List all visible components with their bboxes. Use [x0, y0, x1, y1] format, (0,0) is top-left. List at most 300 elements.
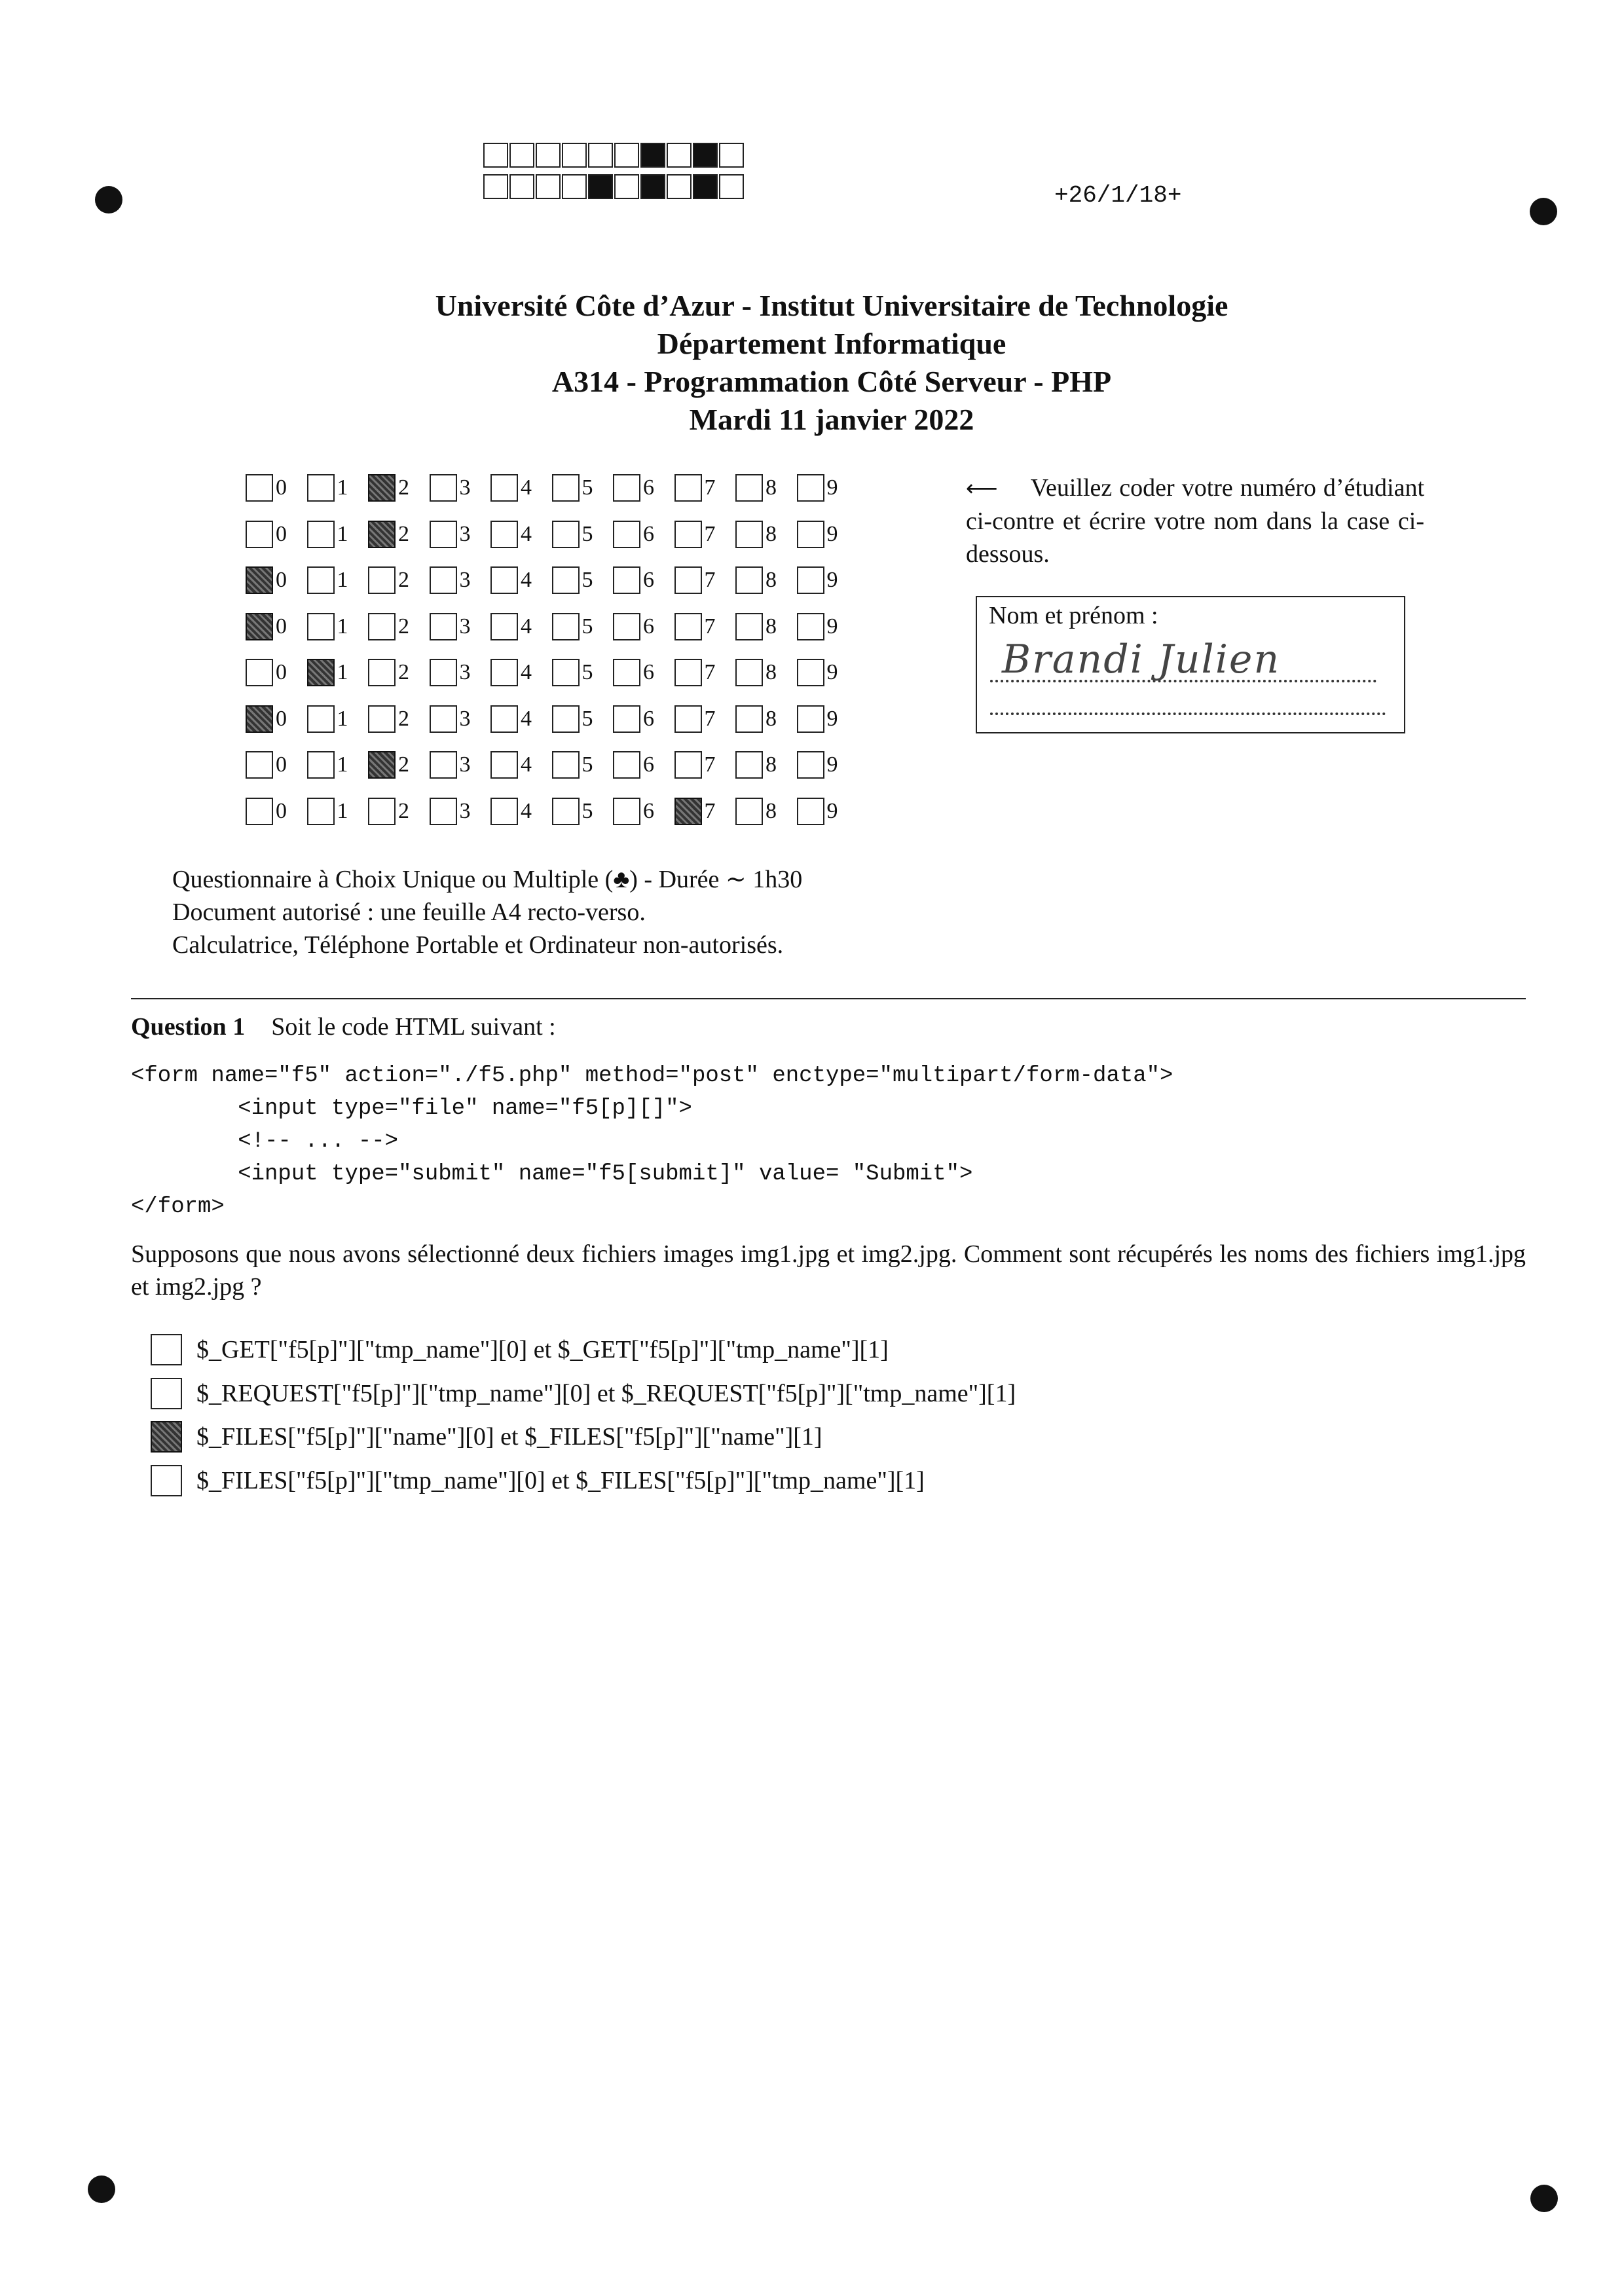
id-digit-label: 8	[766, 660, 777, 685]
id-digit-label: 4	[521, 706, 532, 731]
student-id-grid	[246, 465, 858, 834]
id-digit-label: 1	[337, 660, 348, 685]
id-digit-label: 8	[766, 475, 777, 500]
id-checkbox[interactable]	[613, 798, 640, 825]
student-id-digit-option[interactable]	[735, 566, 797, 594]
id-digit-label: 0	[276, 614, 287, 639]
id-digit-label: 3	[459, 660, 471, 685]
barcode-row	[483, 143, 745, 168]
id-digit-label: 1	[337, 752, 348, 777]
id-checkbox[interactable]	[490, 798, 518, 825]
id-digit-label: 5	[581, 798, 593, 823]
student-id-digit-option[interactable]	[368, 798, 430, 825]
id-digit-label: 4	[521, 475, 532, 500]
id-digit-label: 7	[704, 660, 716, 685]
answer-option[interactable]	[151, 1415, 1526, 1459]
student-id-digit-option[interactable]	[613, 751, 674, 779]
id-digit-label: 7	[704, 614, 716, 639]
id-digit-label: 8	[766, 752, 777, 777]
left-arrow-icon: ⟵	[966, 475, 998, 502]
id-checkbox[interactable]	[246, 705, 273, 733]
student-id-digit-option[interactable]	[735, 705, 797, 733]
id-digit-label: 3	[459, 568, 471, 593]
id-digit-label: 0	[276, 568, 287, 593]
student-id-digit-option[interactable]	[368, 521, 430, 548]
answer-label: $_FILES["f5[p]"]["name"][0] et $_FILES["f5[p]"]["name"][1]	[196, 1423, 822, 1451]
id-digit-label: 0	[276, 798, 287, 823]
answer-label: $_GET["f5[p]"]["tmp_name"][0] et $_GET["f5[p]"]["tmp_name"][1]	[196, 1336, 889, 1364]
id-checkbox[interactable]	[368, 798, 396, 825]
id-checkbox[interactable]	[674, 613, 702, 640]
student-id-digit-option[interactable]	[613, 659, 674, 686]
student-id-digit-option[interactable]	[307, 659, 369, 686]
id-checkbox[interactable]	[307, 521, 335, 548]
answer-checkbox[interactable]	[151, 1465, 182, 1496]
student-id-digit-option[interactable]	[430, 521, 491, 548]
registration-mark-bottom-left	[88, 2176, 115, 2203]
id-checkbox[interactable]	[552, 566, 580, 594]
barcode-cell	[562, 143, 587, 168]
handwritten-name: Brandi Julien	[1002, 637, 1281, 682]
id-checkbox[interactable]	[552, 521, 580, 548]
answer-options	[131, 1328, 1526, 1502]
id-checkbox[interactable]	[246, 566, 273, 594]
student-id-digit-option[interactable]	[735, 521, 797, 548]
student-id-digit-option[interactable]	[735, 474, 797, 502]
student-id-digit-option[interactable]	[307, 521, 369, 548]
id-checkbox[interactable]	[735, 521, 763, 548]
id-checkbox[interactable]	[430, 613, 457, 640]
barcode-cell	[640, 143, 665, 168]
student-id-digit-option[interactable]	[552, 613, 614, 640]
id-checkbox[interactable]	[674, 474, 702, 502]
code-line: <input type="submit" name="f5[submit]" value= "Submit">	[131, 1162, 973, 1187]
id-digit-label: 2	[398, 521, 409, 546]
id-checkbox[interactable]	[735, 659, 763, 686]
barcode-cell	[588, 143, 613, 168]
id-checkbox[interactable]	[797, 798, 824, 825]
student-id-digit-option[interactable]	[246, 613, 307, 640]
id-checkbox[interactable]	[430, 521, 457, 548]
student-id-digit-option[interactable]	[368, 613, 430, 640]
id-digit-label: 9	[826, 798, 838, 823]
answer-option[interactable]	[151, 1328, 1526, 1372]
student-id-digit-option[interactable]	[430, 613, 491, 640]
department-title: Département Informatique	[657, 327, 1006, 360]
name-label: Nom et prénom :	[989, 602, 1158, 629]
id-digit-label: 9	[826, 475, 838, 500]
id-checkbox[interactable]	[246, 659, 273, 686]
answer-checkbox[interactable]	[151, 1334, 182, 1365]
id-checkbox[interactable]	[490, 613, 518, 640]
id-checkbox[interactable]	[490, 659, 518, 686]
code-line: <input type="file" name="f5[p][]">	[131, 1096, 692, 1121]
id-digit-label: 8	[766, 521, 777, 546]
student-id-digit-option[interactable]	[674, 751, 736, 779]
student-id-digit-option[interactable]	[490, 705, 552, 733]
id-checkbox[interactable]	[307, 613, 335, 640]
student-id-digit-option[interactable]	[307, 566, 369, 594]
barcode-cell	[614, 174, 639, 199]
id-digit-label: 1	[337, 475, 348, 500]
id-checkbox[interactable]	[368, 705, 396, 733]
question-heading	[131, 1007, 1526, 1046]
barcode-cell	[667, 174, 692, 199]
name-dotted-line-2	[990, 713, 1386, 715]
student-id-digit-option[interactable]	[430, 659, 491, 686]
id-checkbox[interactable]	[307, 566, 335, 594]
id-digit-label: 5	[581, 660, 593, 685]
id-checkbox[interactable]	[430, 659, 457, 686]
student-id-digit-option[interactable]	[797, 751, 858, 779]
student-id-digit-option[interactable]	[674, 613, 736, 640]
id-checkbox[interactable]	[246, 613, 273, 640]
barcode-cell	[562, 174, 587, 199]
barcode-cell	[719, 174, 744, 199]
id-checkbox[interactable]	[735, 705, 763, 733]
student-id-digit-option[interactable]	[368, 659, 430, 686]
student-id-digit-option[interactable]	[797, 613, 858, 640]
student-id-digit-option[interactable]	[368, 705, 430, 733]
code-line: </form>	[131, 1194, 225, 1219]
id-digit-label: 0	[276, 706, 287, 731]
student-id-row	[246, 742, 858, 788]
student-id-digit-option[interactable]	[307, 705, 369, 733]
id-checkbox[interactable]	[490, 751, 518, 779]
id-checkbox[interactable]	[674, 566, 702, 594]
id-digit-label: 2	[398, 475, 409, 500]
id-digit-label: 9	[826, 614, 838, 639]
id-checkbox[interactable]	[430, 705, 457, 733]
id-digit-label: 5	[581, 752, 593, 777]
id-digit-label: 0	[276, 752, 287, 777]
student-id-digit-option[interactable]	[246, 705, 307, 733]
id-digit-label: 1	[337, 568, 348, 593]
student-id-digit-option[interactable]	[552, 798, 614, 825]
student-id-digit-option[interactable]	[246, 798, 307, 825]
page-code: +26/1/18+	[1054, 182, 1182, 209]
student-id-digit-option[interactable]	[490, 798, 552, 825]
id-digit-label: 2	[398, 706, 409, 731]
id-checkbox[interactable]	[552, 751, 580, 779]
student-id-digit-option[interactable]	[552, 521, 614, 548]
student-id-digit-option[interactable]	[368, 474, 430, 502]
student-id-digit-option[interactable]	[735, 659, 797, 686]
exam-header	[0, 287, 1624, 439]
id-checkbox[interactable]	[797, 613, 824, 640]
student-id-digit-option[interactable]	[674, 798, 736, 825]
student-id-digit-option[interactable]	[613, 613, 674, 640]
id-checkbox[interactable]	[797, 751, 824, 779]
id-checkbox[interactable]	[552, 659, 580, 686]
id-checkbox[interactable]	[613, 659, 640, 686]
student-id-digit-option[interactable]	[307, 751, 369, 779]
horizontal-rule	[131, 998, 1526, 999]
id-checkbox[interactable]	[430, 566, 457, 594]
id-digit-label: 0	[276, 475, 287, 500]
id-checkbox[interactable]	[674, 705, 702, 733]
id-checkbox[interactable]	[490, 521, 518, 548]
id-digit-label: 7	[704, 752, 716, 777]
id-checkbox[interactable]	[246, 521, 273, 548]
id-checkbox[interactable]	[307, 474, 335, 502]
student-id-digit-option[interactable]	[430, 474, 491, 502]
id-instructions-text: Veuillez coder votre numéro d’étudiant ci-contre et écrire votre nom dans la case ci-dessous.	[966, 474, 1424, 568]
student-id-digit-option[interactable]	[307, 798, 369, 825]
id-checkbox[interactable]	[368, 613, 396, 640]
page-barcode	[483, 143, 745, 206]
id-digit-label: 5	[581, 475, 593, 500]
id-checkbox[interactable]	[552, 798, 580, 825]
id-digit-label: 5	[581, 568, 593, 593]
id-digit-label: 7	[704, 798, 716, 823]
id-checkbox[interactable]	[797, 521, 824, 548]
id-digit-label: 6	[643, 660, 654, 685]
id-digit-label: 2	[398, 568, 409, 593]
id-checkbox[interactable]	[735, 474, 763, 502]
id-checkbox[interactable]	[490, 474, 518, 502]
id-digit-label: 1	[337, 614, 348, 639]
id-digit-label: 7	[704, 475, 716, 500]
id-checkbox[interactable]	[552, 474, 580, 502]
student-id-digit-option[interactable]	[490, 659, 552, 686]
id-checkbox[interactable]	[613, 613, 640, 640]
student-id-digit-option[interactable]	[430, 566, 491, 594]
student-id-digit-option[interactable]	[674, 566, 736, 594]
student-id-digit-option[interactable]	[613, 521, 674, 548]
answer-checkbox[interactable]	[151, 1378, 182, 1409]
id-checkbox[interactable]	[368, 751, 396, 779]
university-title: Université Côte d’Azur - Institut Universitaire de Technologie	[435, 289, 1228, 322]
id-checkbox[interactable]	[797, 474, 824, 502]
student-id-digit-option[interactable]	[246, 751, 307, 779]
id-digit-label: 7	[704, 521, 716, 546]
id-digit-label: 6	[643, 706, 654, 731]
id-digit-label: 9	[826, 568, 838, 593]
barcode-cell	[536, 143, 561, 168]
answer-checkbox[interactable]	[151, 1421, 182, 1453]
id-checkbox[interactable]	[430, 474, 457, 502]
student-id-digit-option[interactable]	[246, 659, 307, 686]
student-id-digit-option[interactable]	[613, 566, 674, 594]
student-id-digit-option[interactable]	[552, 751, 614, 779]
id-checkbox[interactable]	[490, 705, 518, 733]
student-id-digit-option[interactable]	[797, 521, 858, 548]
id-digit-label: 3	[459, 614, 471, 639]
student-id-row	[246, 650, 858, 696]
barcode-cell	[719, 143, 744, 168]
barcode-cell	[509, 143, 534, 168]
course-title: A314 - Programmation Côté Serveur - PHP	[551, 365, 1112, 398]
id-checkbox[interactable]	[246, 751, 273, 779]
student-id-digit-option[interactable]	[674, 659, 736, 686]
student-id-digit-option[interactable]	[552, 659, 614, 686]
id-checkbox[interactable]	[307, 705, 335, 733]
id-digit-label: 6	[643, 568, 654, 593]
id-digit-label: 7	[704, 706, 716, 731]
student-id-digit-option[interactable]	[490, 474, 552, 502]
name-box[interactable]	[976, 596, 1405, 733]
id-checkbox[interactable]	[674, 521, 702, 548]
id-digit-label: 8	[766, 568, 777, 593]
id-checkbox[interactable]	[246, 798, 273, 825]
id-digit-label: 6	[643, 614, 654, 639]
student-id-digit-option[interactable]	[552, 566, 614, 594]
id-digit-label: 4	[521, 521, 532, 546]
exam-date: Mardi 11 janvier 2022	[689, 403, 974, 436]
id-checkbox[interactable]	[613, 474, 640, 502]
id-checkbox[interactable]	[552, 705, 580, 733]
registration-mark-bottom-right	[1530, 2185, 1558, 2212]
id-checkbox[interactable]	[797, 659, 824, 686]
student-id-digit-option[interactable]	[307, 474, 369, 502]
student-id-digit-option[interactable]	[552, 474, 614, 502]
id-digit-label: 9	[826, 752, 838, 777]
id-instructions	[966, 472, 1424, 570]
barcode-cell	[693, 143, 718, 168]
id-checkbox[interactable]	[735, 798, 763, 825]
question-intro: Soit le code HTML suivant :	[271, 1013, 556, 1041]
id-digit-label: 9	[826, 660, 838, 685]
barcode-cell	[536, 174, 561, 199]
question-number: Question 1	[131, 1013, 246, 1041]
exam-info-format: Questionnaire à Choix Unique ou Multiple (♣) - Durée ∼ 1h30	[172, 866, 803, 893]
id-digit-label: 0	[276, 521, 287, 546]
student-id-digit-option[interactable]	[613, 474, 674, 502]
id-digit-label: 4	[521, 568, 532, 593]
student-id-digit-option[interactable]	[490, 566, 552, 594]
id-checkbox[interactable]	[613, 751, 640, 779]
student-id-digit-option[interactable]	[246, 521, 307, 548]
id-checkbox[interactable]	[368, 474, 396, 502]
student-id-digit-option[interactable]	[674, 474, 736, 502]
student-id-digit-option[interactable]	[797, 566, 858, 594]
student-id-row	[246, 557, 858, 604]
id-digit-label: 6	[643, 798, 654, 823]
id-checkbox[interactable]	[735, 613, 763, 640]
id-digit-label: 3	[459, 475, 471, 500]
student-id-digit-option[interactable]	[490, 613, 552, 640]
id-checkbox[interactable]	[797, 566, 824, 594]
id-digit-label: 5	[581, 614, 593, 639]
id-digit-label: 1	[337, 798, 348, 823]
question-1	[131, 1007, 1526, 1502]
id-checkbox[interactable]	[307, 659, 335, 686]
barcode-cell	[509, 174, 534, 199]
barcode-cell	[693, 174, 718, 199]
student-id-digit-option[interactable]	[246, 566, 307, 594]
student-id-digit-option[interactable]	[490, 751, 552, 779]
student-id-row	[246, 604, 858, 650]
student-id-digit-option[interactable]	[735, 613, 797, 640]
id-digit-label: 9	[826, 706, 838, 731]
student-id-digit-option[interactable]	[430, 705, 491, 733]
student-id-digit-option[interactable]	[368, 566, 430, 594]
barcode-cell	[483, 143, 508, 168]
id-checkbox[interactable]	[552, 613, 580, 640]
id-checkbox[interactable]	[430, 798, 457, 825]
id-checkbox[interactable]	[307, 798, 335, 825]
student-id-digit-option[interactable]	[735, 798, 797, 825]
answer-option[interactable]	[151, 1372, 1526, 1416]
id-digit-label: 5	[581, 521, 593, 546]
id-digit-label: 0	[276, 660, 287, 685]
student-id-digit-option[interactable]	[246, 474, 307, 502]
student-id-digit-option[interactable]	[613, 798, 674, 825]
student-id-digit-option[interactable]	[368, 751, 430, 779]
barcode-cell	[614, 143, 639, 168]
barcode-row	[483, 174, 745, 199]
id-digit-label: 2	[398, 614, 409, 639]
student-id-digit-option[interactable]	[797, 798, 858, 825]
id-digit-label: 3	[459, 521, 471, 546]
id-checkbox[interactable]	[674, 659, 702, 686]
id-digit-label: 8	[766, 614, 777, 639]
id-digit-label: 2	[398, 752, 409, 777]
exam-info-documents: Document autorisé : une feuille A4 recto-verso.	[172, 898, 646, 926]
id-digit-label: 4	[521, 614, 532, 639]
registration-mark-top-left	[95, 186, 122, 213]
question-text: Supposons que nous avons sélectionné deux fichiers images img1.jpg et img2.jpg. Comment sont récupérés les noms des fichiers img1.jpg et img2.jpg ?	[131, 1240, 1526, 1301]
student-id-digit-option[interactable]	[552, 705, 614, 733]
student-id-digit-option[interactable]	[735, 751, 797, 779]
id-digit-label: 4	[521, 660, 532, 685]
id-digit-label: 2	[398, 798, 409, 823]
id-digit-label: 4	[521, 798, 532, 823]
student-id-digit-option[interactable]	[430, 798, 491, 825]
barcode-cell	[667, 143, 692, 168]
barcode-cell	[483, 174, 508, 199]
id-checkbox[interactable]	[613, 705, 640, 733]
student-id-row	[246, 511, 858, 558]
answer-label: $_REQUEST["f5[p]"]["tmp_name"][0] et $_REQUEST["f5[p]"]["tmp_name"][1]	[196, 1379, 1016, 1407]
id-digit-label: 5	[581, 706, 593, 731]
id-checkbox[interactable]	[613, 521, 640, 548]
id-checkbox[interactable]	[674, 798, 702, 825]
student-id-digit-option[interactable]	[797, 659, 858, 686]
student-id-digit-option[interactable]	[797, 705, 858, 733]
student-id-digit-option[interactable]	[430, 751, 491, 779]
student-id-row	[246, 696, 858, 743]
student-id-digit-option[interactable]	[674, 521, 736, 548]
id-checkbox[interactable]	[368, 659, 396, 686]
answer-option[interactable]	[151, 1459, 1526, 1503]
id-checkbox[interactable]	[735, 751, 763, 779]
id-digit-label: 8	[766, 706, 777, 731]
barcode-cell	[588, 174, 613, 199]
student-id-digit-option[interactable]	[613, 705, 674, 733]
id-checkbox[interactable]	[368, 521, 396, 548]
id-checkbox[interactable]	[674, 751, 702, 779]
id-checkbox[interactable]	[307, 751, 335, 779]
barcode-cell	[640, 174, 665, 199]
id-checkbox[interactable]	[490, 566, 518, 594]
student-id-digit-option[interactable]	[797, 474, 858, 502]
id-checkbox[interactable]	[613, 566, 640, 594]
student-id-digit-option[interactable]	[674, 705, 736, 733]
code-line: <form name="f5" action="./f5.php" method="post" enctype="multipart/form-data">	[131, 1064, 1173, 1088]
id-checkbox[interactable]	[246, 474, 273, 502]
id-checkbox[interactable]	[368, 566, 396, 594]
registration-mark-top-right	[1530, 198, 1557, 225]
student-id-digit-option[interactable]	[307, 613, 369, 640]
id-checkbox[interactable]	[430, 751, 457, 779]
student-id-digit-option[interactable]	[490, 521, 552, 548]
id-checkbox[interactable]	[797, 705, 824, 733]
id-digit-label: 6	[643, 521, 654, 546]
id-checkbox[interactable]	[735, 566, 763, 594]
id-digit-label: 8	[766, 798, 777, 823]
